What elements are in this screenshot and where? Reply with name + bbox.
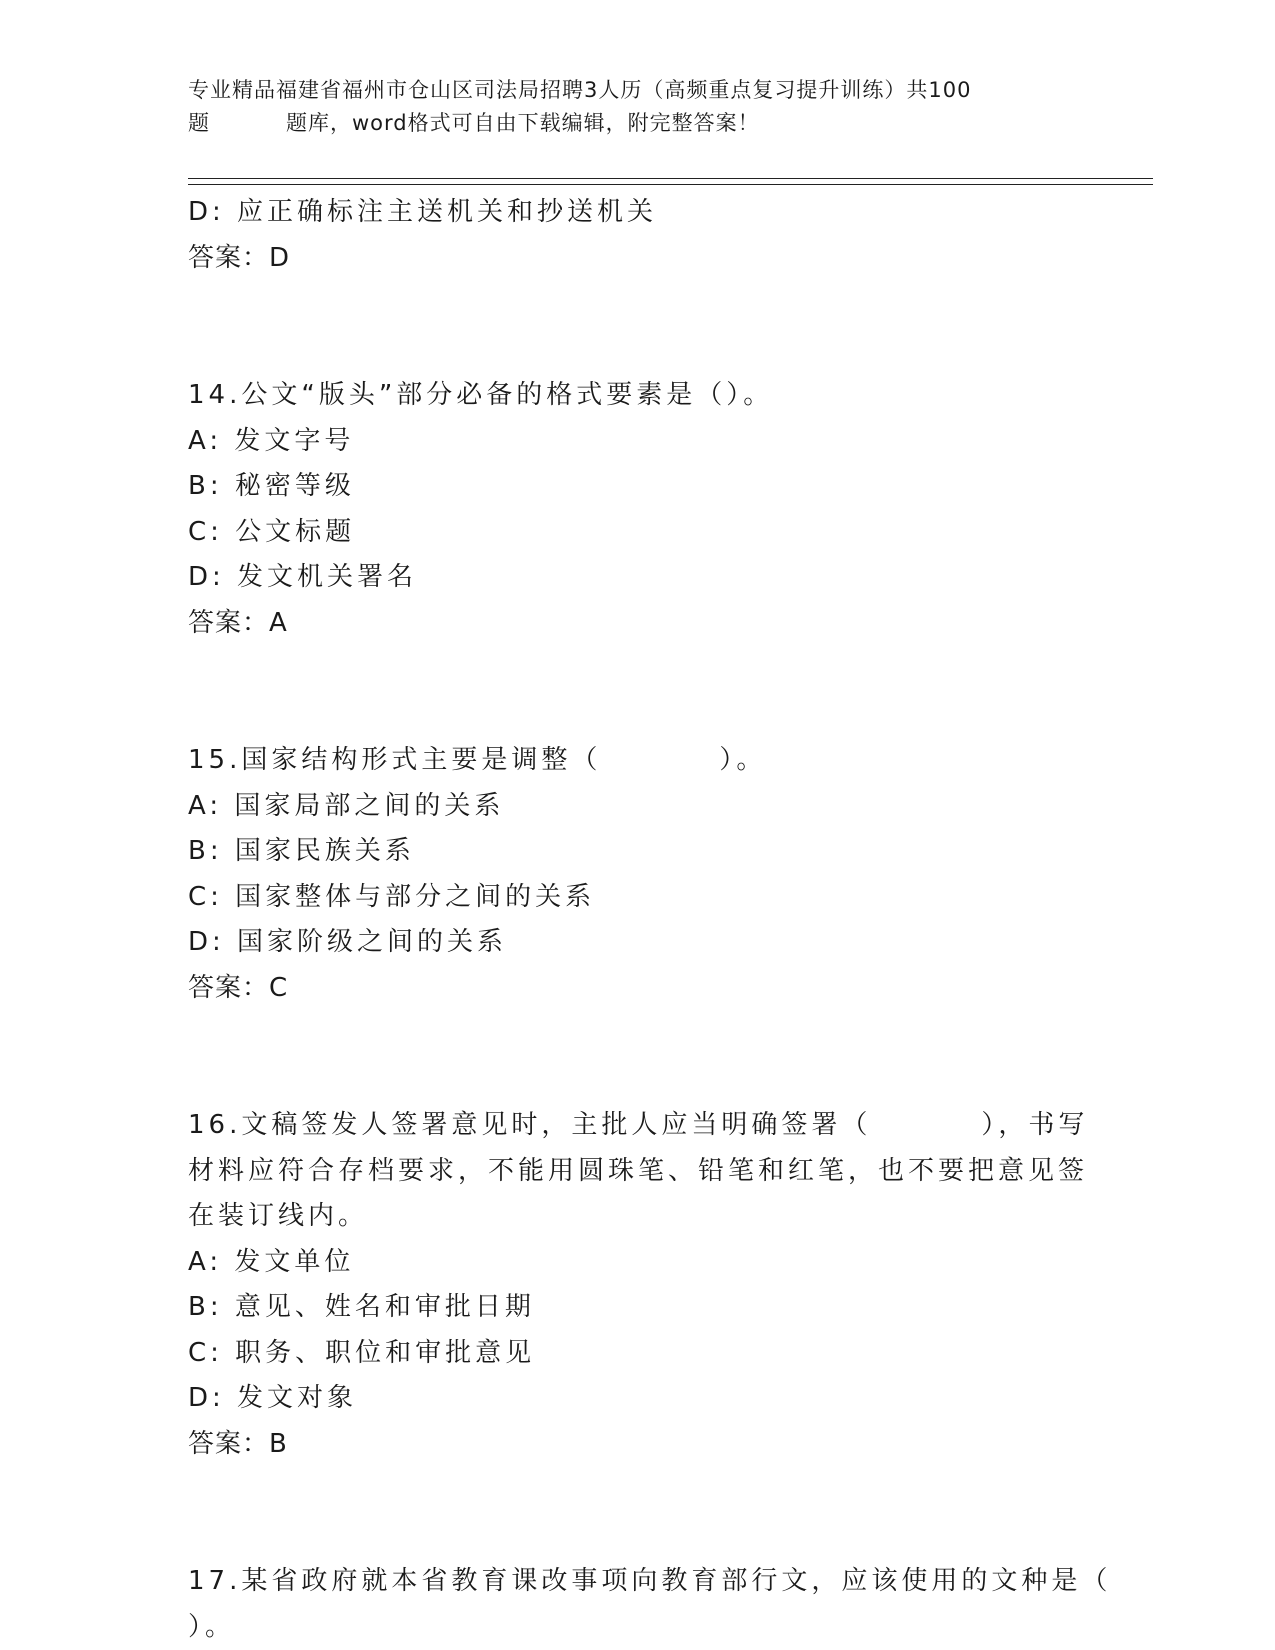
- header-subtitle: 题库，word格式可自由下载编辑，附完整答案！: [286, 111, 760, 135]
- q16-stem-line1: [188, 1103, 1088, 1149]
- spacer: [188, 281, 1088, 373]
- q15-stem-before-blank: 15.国家结构形式主要是调整（: [188, 745, 602, 775]
- q16-answer: 答案：B: [188, 1428, 288, 1459]
- q16-option-b: B: 意见、姓名和审批日期: [188, 1292, 535, 1322]
- spacer: [188, 1011, 1088, 1103]
- q17-stem-line1: 17.某省政府就本省教育课改事项向教育部行文，应该使用的文种是（: [188, 1566, 1112, 1596]
- q16-option-a: A: 发文单位: [188, 1246, 355, 1277]
- q15-option-d: D: 国家阶级之间的关系: [188, 927, 508, 957]
- q14-stem: 14.公文“版头”部分必备的格式要素是（）。: [188, 380, 774, 410]
- q16-option-c: C: 职务、职位和审批意见: [188, 1337, 536, 1368]
- q15-option-a: A: 国家局部之间的关系: [188, 790, 505, 821]
- q17-stem-line2: ）。: [188, 1611, 236, 1642]
- q14-answer: 答案：A: [188, 607, 288, 638]
- q13-answer: 答案：D: [188, 242, 291, 273]
- question-content: [188, 190, 1112, 1650]
- header-title-line1: 专业精品福建省福州市仓山区司法局招聘3人历（高频重点复习提升训练）共100: [188, 78, 972, 102]
- q15-option-b: B: 国家民族关系: [188, 836, 415, 866]
- q14-option-d: D: 发文机关署名: [188, 562, 418, 592]
- q14-option-a: A: 发文字号: [188, 425, 355, 456]
- page-header: [188, 74, 1088, 140]
- q15-option-c: C: 国家整体与部分之间的关系: [188, 881, 596, 912]
- q13-option-d: D: 应正确标注主送机关和抄送机关: [188, 197, 658, 227]
- q16-stem-line2: 材料应符合存档要求，不能用圆珠笔、铅笔和红笔，也不要把意见签: [188, 1155, 1089, 1186]
- q16-stem-before-blank: 16.文稿签发人签署意见时，主批人应当明确签署（: [188, 1110, 872, 1140]
- q14-option-b: B: 秘密等级: [188, 471, 355, 501]
- q16-stem-line3: 在装订线内。: [188, 1201, 369, 1231]
- header-title-line2: [188, 107, 1088, 140]
- spacer: [188, 646, 1088, 738]
- spacer: [188, 1467, 1088, 1559]
- q14-option-c: C: 公文标题: [188, 516, 356, 547]
- header-double-rule: [188, 178, 1153, 185]
- q15-stem: [188, 738, 1088, 784]
- q16-stem-after-blank: ），书写: [981, 1110, 1089, 1140]
- header-title-fragment: 题: [188, 111, 210, 135]
- q15-stem-after-blank: ）。: [719, 745, 767, 775]
- q16-option-d: D: 发文对象: [188, 1383, 358, 1413]
- q15-answer: 答案：C: [188, 972, 289, 1003]
